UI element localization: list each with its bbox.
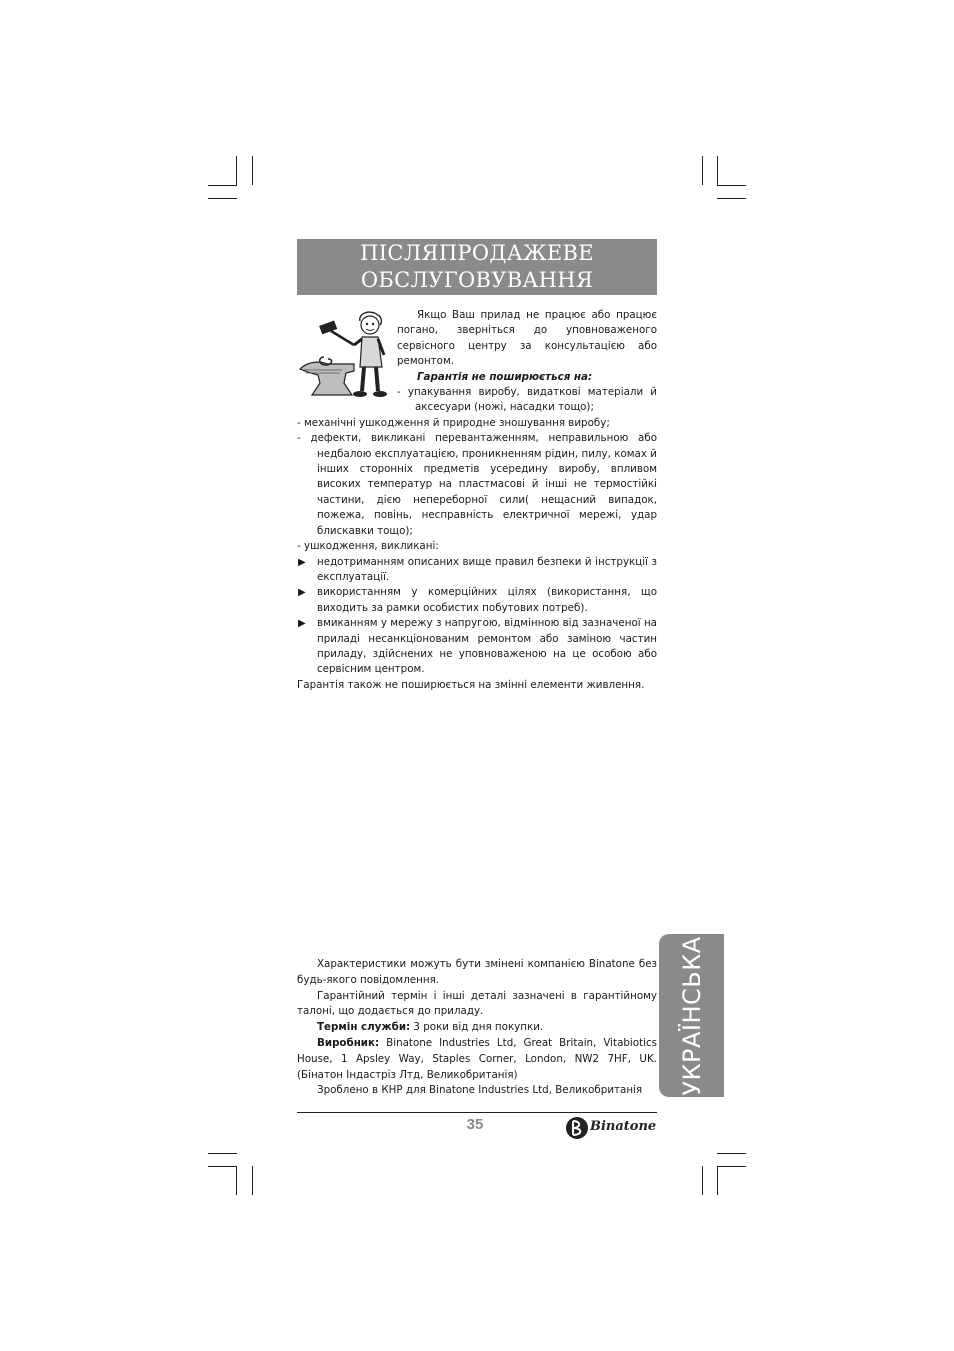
section-header (297, 239, 657, 295)
made-in-note: Зроблено в КНР для Binatone Industries Ltd, Великобританія (317, 1084, 643, 1097)
crop-mark (208, 198, 237, 199)
language-tab-label: УКРАЇНСЬКА (677, 935, 706, 1096)
binatone-logo (565, 1115, 660, 1141)
intro-paragraph: Якщо Ваш прилад не працює або працює погано, зверніться до уповноваженого сервісного центру за консультацією або ремонтом. (397, 309, 657, 368)
arrow-bullet-icon: ▶ (298, 556, 306, 568)
crop-mark (208, 1153, 237, 1154)
crop-mark (252, 1166, 253, 1195)
exclusion-item: - дефекти, викликані перевантаженням, неправильною або недбалою експлуатацією, проникненням рідин, пилу, комах й інших сторонніх предметів усередину виробу, впливом високих температур на пластмасові й інші не термостійкі частини, дією непереборної сили( нещасний випадок, пожежа, повінь, несправність електричної мережі, удар блискавки тощо); (297, 432, 657, 537)
crop-mark (717, 185, 746, 186)
arrow-bullet-icon: ▶ (298, 618, 306, 630)
crop-mark (717, 1166, 718, 1195)
exclusion-bullet (297, 616, 657, 678)
crop-mark (717, 198, 746, 199)
manufacturer-value: Binatone Industries Ltd, Great Britain, Vitabiotics House, 1 Apsley Way, Staples Corner, London, NW2 7HF, UK. (Бінатон Індастріз Лтд, Великобританія) (297, 1036, 657, 1081)
crop-mark (236, 1166, 237, 1195)
crop-mark (717, 1166, 746, 1167)
service-life-label: Термін служби: (317, 1021, 411, 1034)
warranty-footer-note: Гарантія також не поширюється на змінні елементи живлення. (297, 678, 645, 691)
crop-mark (717, 1153, 746, 1154)
warranty-term-note: Гарантійний термін і інші деталі зазначені в гарантійному талоні, що додається до приладу. (297, 989, 657, 1018)
exclusion-bullet (297, 585, 657, 616)
warranty-section (297, 308, 657, 693)
binatone-logo-icon (565, 1116, 589, 1140)
changes-note: Характеристики можуть бути змінені компанією Binatone без будь-якого повідомлення. (297, 958, 657, 986)
exclusion-item: - ушкодження, викликані: (297, 540, 439, 553)
crop-mark (252, 156, 253, 185)
warranty-exclusions-title: Гарантія не поширюється на: (417, 370, 593, 383)
crop-mark (702, 1166, 703, 1195)
bullet-text: недотриманням описаних вище правил безпеки й інструкції з експлуатації. (317, 555, 657, 583)
service-life (297, 1020, 657, 1036)
crop-mark (717, 156, 718, 185)
arrow-bullet-icon: ▶ (298, 587, 306, 599)
header-line-1: ПІСЛЯПРОДАЖЕВЕ (360, 241, 594, 265)
product-info (297, 957, 657, 1099)
language-tab (659, 934, 724, 1097)
crop-mark (208, 185, 237, 186)
exclusion-bullet (297, 555, 657, 586)
exclusion-item: - механічні ушкодження й природне зношування виробу; (297, 416, 610, 429)
manufacturer-label: Виробник: (317, 1036, 380, 1049)
exclusion-item: - упакування виробу, видаткові матеріали й аксесуари (ножі, насадки тощо); (397, 386, 657, 414)
service-life-value: 3 роки від дня покупки. (410, 1021, 544, 1034)
crop-mark (236, 156, 237, 185)
footer-divider (297, 1112, 657, 1113)
bullet-text: використанням у комерційних цілях (використання, що виходить за рамки особистих побутових потреб). (317, 586, 657, 614)
brand-name: Binatone (590, 1119, 657, 1134)
manufacturer (297, 1036, 657, 1083)
bullet-text: вмиканням у мережу з напругою, відмінною від зазначеної на приладі несанкціонованим ремонтом або заміною частин приладу, здійснених не уповноваженою на це особою або сервісним центром. (317, 617, 657, 676)
page-number: 35 (466, 1116, 484, 1133)
header-line-2: ОБСЛУГОВУВАННЯ (360, 268, 594, 292)
crop-mark (208, 1166, 237, 1167)
crop-mark (702, 156, 703, 185)
